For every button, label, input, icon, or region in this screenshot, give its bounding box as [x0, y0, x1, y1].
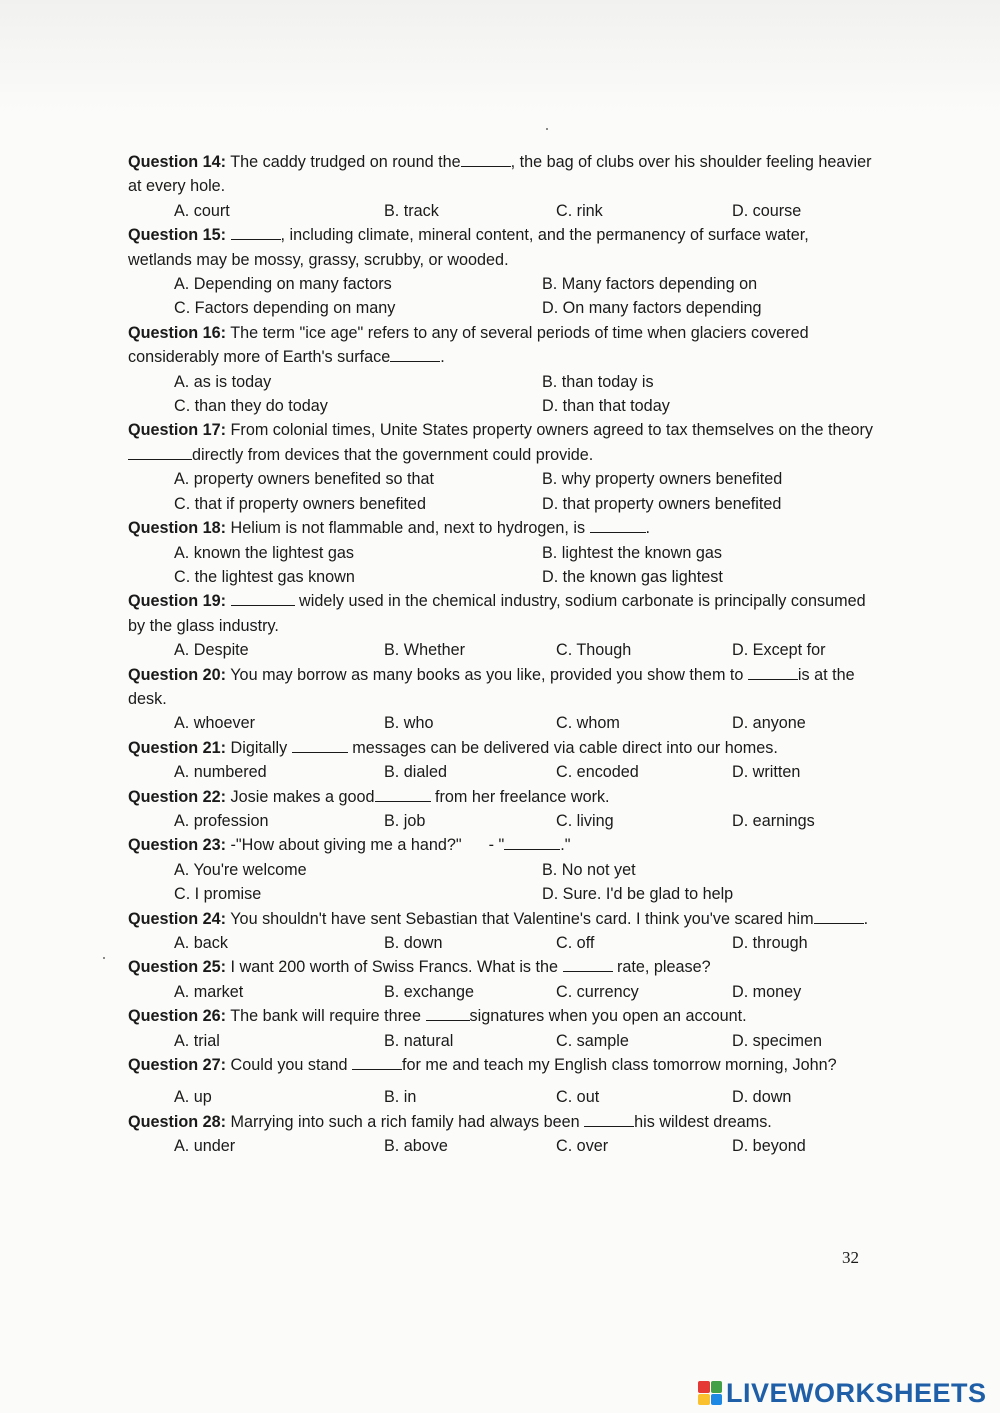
answer-blank[interactable]	[748, 665, 798, 680]
option-c[interactable]: C. sample	[556, 1031, 629, 1050]
option-c[interactable]: C. the lightest gas known	[174, 567, 355, 586]
question-22: Question 22: Josie makes a good from her freelance work. A. profession B. job C. living D. earnings	[128, 785, 876, 834]
option-c[interactable]: C. I promise	[174, 885, 262, 904]
answer-blank[interactable]	[128, 445, 192, 460]
option-d[interactable]: D. through	[732, 934, 808, 952]
scan-speck	[103, 957, 105, 959]
question-19: Question 19: widely used in the chemical industry, sodium carbonate is principally consumed by the glass industry. A. Despite B. Whether C. Though D. Except for	[128, 589, 876, 662]
question-label: Question 22:	[128, 787, 227, 806]
question-label: Question 26:	[128, 1007, 227, 1026]
option-d[interactable]: D. Sure. I'd be glad to help	[542, 885, 734, 904]
options-row	[128, 931, 876, 955]
question-18: Question 18: Helium is not flammable and, next to hydrogen, is . A. known the lightest gas B. lightest the known gas C. the lightest gas known D. the known gas lightest	[128, 516, 876, 589]
option-d[interactable]: D. than that today	[542, 397, 670, 416]
option-b[interactable]: B. dialed	[384, 763, 447, 782]
question-label: Question 16:	[128, 323, 227, 342]
option-b[interactable]: B. exchange	[384, 982, 474, 1001]
option-b[interactable]: B. than today is	[542, 372, 654, 391]
option-a[interactable]: A. property owners benefited so that	[174, 470, 435, 489]
question-14: Question 14: The caddy trudged on round the , the bag of clubs over his shoulder feeling heavier at every hole. A. court B. track C. rink D. course	[128, 150, 876, 223]
option-c[interactable]: C. than they do today	[174, 397, 328, 416]
options-row	[128, 467, 876, 491]
options-row	[128, 565, 876, 589]
question-28: Question 28: Marrying into such a rich family had always been his wildest dreams. A. under B. above C. over D. beyond	[128, 1110, 876, 1159]
options-row	[128, 492, 876, 516]
options-row	[128, 1085, 876, 1109]
option-a[interactable]: A. Depending on many factors	[174, 275, 392, 294]
question-label: Question 24:	[128, 909, 227, 928]
question-label: Question 15:	[128, 226, 227, 245]
option-a[interactable]: A. as is today	[174, 372, 272, 391]
option-c[interactable]: C. currency	[556, 982, 639, 1001]
answer-blank[interactable]	[375, 787, 431, 802]
question-label: Question 25:	[128, 958, 227, 977]
option-d[interactable]: D. course	[732, 201, 802, 220]
option-b[interactable]: B. Whether	[384, 641, 465, 660]
option-b[interactable]: B. in	[384, 1088, 417, 1107]
question-15: Question 15: , including climate, mineral content, and the permanency of surface water, wetlands may be mossy, grassy, scrubby, or wooded. A. Depending on many factors B. Many factors depending on C. Factors depending on many D. On many factors depending	[128, 223, 876, 321]
options-row	[128, 272, 876, 296]
option-a[interactable]: A. You're welcome	[174, 860, 307, 879]
question-17: Question 17: From colonial times, Unite States property owners agreed to tax themselves on the theory directly from devices that the government could provide. A. property owners benefited so that B. why property owners benefited C. that if property owners benefited D. that property owners benefited	[128, 418, 876, 516]
question-23: Question 23: -"How about giving me a hand?" - " ." A. You're welcome B. No not yet C. I promise D. Sure. I'd be glad to help	[128, 833, 876, 906]
option-c[interactable]: C. Factors depending on many	[174, 299, 396, 318]
answer-blank[interactable]	[390, 347, 440, 362]
options-row	[128, 638, 876, 662]
question-label: Question 20:	[128, 665, 227, 684]
question-label: Question 21:	[128, 738, 227, 757]
question-20: Question 20: You may borrow as many books as you like, provided you show them to is at the desk. A. whoever B. who C. whom D. anyone	[128, 663, 876, 736]
option-c[interactable]: C. over	[556, 1137, 609, 1156]
question-label: Question 18:	[128, 519, 227, 538]
option-c[interactable]: C. encoded	[556, 763, 639, 782]
answer-blank[interactable]	[590, 518, 646, 533]
question-label: Question 27:	[128, 1056, 227, 1075]
option-b[interactable]: B. above	[384, 1137, 448, 1156]
liveworksheets-logo-icon	[698, 1381, 722, 1405]
question-label: Question 28:	[128, 1112, 227, 1131]
question-label: Question 23:	[128, 836, 227, 855]
options-row	[128, 760, 876, 784]
option-d[interactable]: D. money	[732, 982, 802, 1001]
option-d[interactable]: D. beyond	[732, 1137, 806, 1156]
answer-blank[interactable]	[814, 909, 864, 924]
brand-text: LIVEWORKSHEETS	[726, 1377, 987, 1408]
answer-blank[interactable]	[584, 1112, 634, 1127]
options-row	[128, 541, 876, 565]
question-24: Question 24: You shouldn't have sent Sebastian that Valentine's card. I think you've scared him . A. back B. down C. off D. through	[128, 907, 876, 956]
answer-blank[interactable]	[292, 738, 348, 753]
option-b[interactable]: B. who	[384, 714, 434, 733]
options-row	[128, 296, 876, 320]
option-b[interactable]: B. why property owners benefited	[542, 470, 783, 489]
options-row	[128, 858, 876, 882]
options-row	[128, 1029, 876, 1053]
option-c[interactable]: C. rink	[556, 201, 603, 220]
option-c[interactable]: C. whom	[556, 714, 620, 733]
option-a[interactable]: A. numbered	[174, 763, 267, 782]
scan-speck	[546, 128, 548, 130]
options-row	[128, 711, 876, 735]
option-d[interactable]: D. earnings	[732, 811, 815, 830]
option-c[interactable]: C. Though	[556, 641, 632, 660]
option-c[interactable]: C. out	[556, 1088, 600, 1107]
option-b[interactable]: B. natural	[384, 1031, 454, 1050]
option-a[interactable]: A. up	[174, 1088, 212, 1107]
question-27: Question 27: Could you stand for me and teach my English class tomorrow morning, John? A. up B. in C. out D. down	[128, 1053, 876, 1110]
option-a[interactable]: A. back	[174, 934, 228, 952]
answer-blank[interactable]	[504, 835, 560, 850]
option-a[interactable]: A. profession	[174, 811, 269, 830]
question-label: Question 19:	[128, 592, 227, 611]
question-25: Question 25: I want 200 worth of Swiss Francs. What is the rate, please? A. market B. exchange C. currency D. money	[128, 955, 876, 1004]
option-d[interactable]: D. down	[732, 1088, 792, 1107]
option-d[interactable]: D. that property owners benefited	[542, 494, 782, 513]
options-row	[128, 980, 876, 1004]
option-d[interactable]: D. On many factors depending	[542, 299, 762, 318]
answer-blank[interactable]	[231, 225, 281, 240]
option-a[interactable]: A. whoever	[174, 714, 255, 733]
option-d[interactable]: D. anyone	[732, 714, 806, 733]
liveworksheets-brand	[698, 1378, 987, 1408]
question-21: Question 21: Digitally messages can be delivered via cable direct into our homes. A. numbered B. dialed C. encoded D. written	[128, 736, 876, 785]
option-a[interactable]: A. market	[174, 982, 244, 1001]
answer-blank[interactable]	[563, 957, 613, 972]
page-number: 32	[842, 1248, 859, 1267]
question-26: Question 26: The bank will require three signatures when you open an account. A. trial B. natural C. sample D. specimen	[128, 1004, 876, 1053]
options-row	[128, 394, 876, 418]
option-b[interactable]: B. lightest the known gas	[542, 543, 722, 562]
options-row	[128, 199, 876, 223]
option-b[interactable]: B. No not yet	[542, 860, 636, 879]
question-label: Question 17:	[128, 421, 227, 440]
options-row	[128, 1134, 876, 1158]
answer-blank[interactable]	[352, 1055, 402, 1070]
option-d[interactable]: D. the known gas lightest	[542, 567, 723, 586]
option-c[interactable]: C. off	[556, 934, 595, 952]
option-a[interactable]: A. known the lightest gas	[174, 543, 354, 562]
option-d[interactable]: D. Except for	[732, 641, 826, 660]
question-16: Question 16: The term "ice age" refers to any of several periods of time when glaciers covered considerably more of Earth's surface . A. as is today B. than today is C. than they do today D. than that today	[128, 321, 876, 419]
question-list	[128, 150, 876, 1159]
question-label: Question 14:	[128, 153, 227, 171]
option-c[interactable]: C. living	[556, 811, 614, 830]
option-b[interactable]: B. job	[384, 811, 426, 830]
option-a[interactable]: A. under	[174, 1137, 236, 1156]
options-row	[128, 370, 876, 394]
option-c[interactable]: C. that if property owners benefited	[174, 494, 426, 513]
option-a[interactable]: A. Despite	[174, 641, 249, 660]
option-a[interactable]: A. trial	[174, 1031, 220, 1050]
option-a[interactable]: A. court	[174, 201, 230, 220]
option-b[interactable]: B. Many factors depending on	[542, 275, 758, 294]
answer-blank[interactable]	[426, 1006, 470, 1021]
option-d[interactable]: D. written	[732, 763, 801, 782]
option-b[interactable]: B. track	[384, 201, 439, 220]
options-row	[128, 882, 876, 906]
option-b[interactable]: B. down	[384, 934, 443, 952]
answer-blank[interactable]	[461, 152, 511, 167]
answer-blank[interactable]	[231, 591, 295, 606]
option-d[interactable]: D. specimen	[732, 1031, 822, 1050]
options-row	[128, 809, 876, 833]
